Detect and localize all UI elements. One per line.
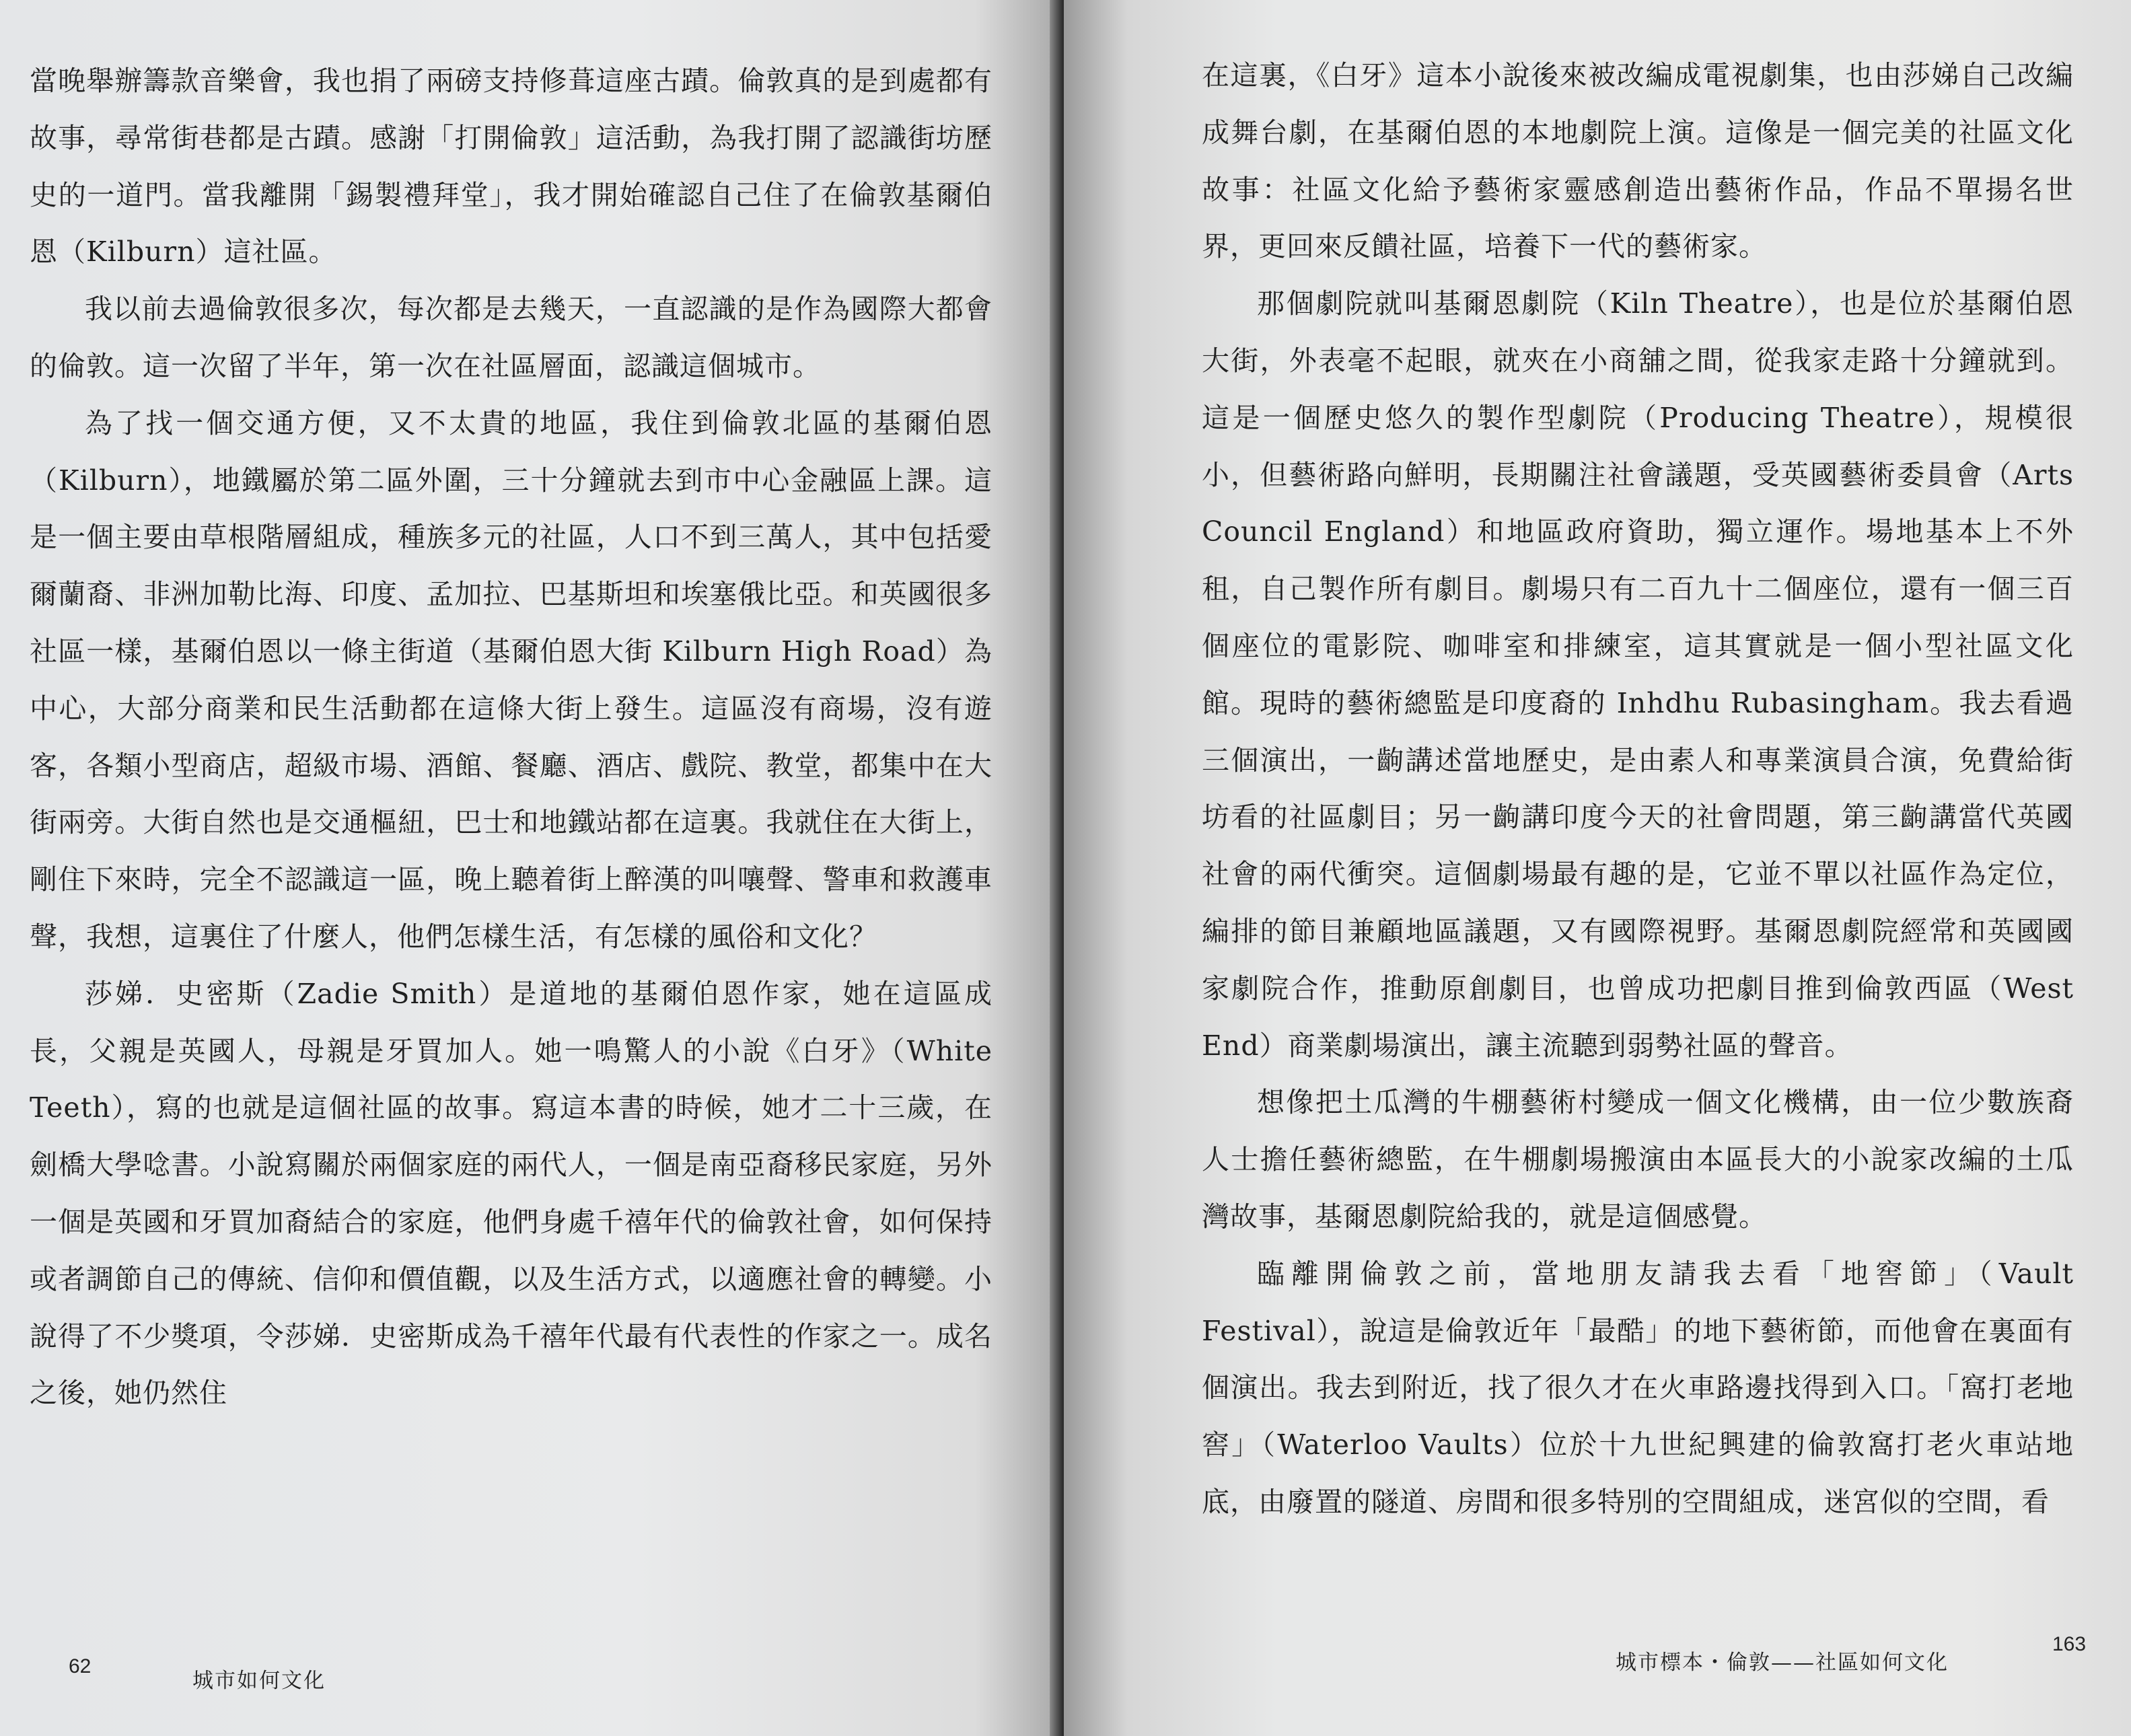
left-page bbox=[0, 0, 1060, 1736]
right-page bbox=[1064, 0, 2131, 1736]
paragraph: 為了找一個交通方便，又不太貴的地區，我住到倫敦北區的基爾伯恩（Kilburn），地鐵屬於第二區外圍，三十分鐘就去到市中心金融區上課。這是一個主要由草根階層組成，種族多元的社區，人口不到三萬人，其中包括愛爾蘭裔、非洲加勒比海、印度、孟加拉、巴基斯坦和埃塞俄比亞。和英國很多社區一樣，基爾伯恩以一條主街道（基爾伯恩大街 Kilburn High Road）為中心，大部分商業和民生活動都在這條大街上發生。這區沒有商場，沒有遊客，各類小型商店，超級市場、酒館、餐廳、酒店、戲院、教堂，都集中在大街兩旁。大街自然也是交通樞紐，巴士和地鐵站都在這裏。我就住在大街上，剛住下來時，完全不認識這一區，晚上聽着街上醉漢的叫嚷聲、警車和救護車聲，我想，這裏住了什麼人，他們怎樣生活，有怎樣的風俗和文化？ bbox=[30, 406, 992, 953]
page-number: 163 bbox=[2052, 1633, 2087, 1655]
paragraph: 當晚舉辦籌款音樂會，我也捐了兩磅支持修葺這座古蹟。倫敦真的是到處都有故事，尋常街巷都是古蹟。感謝「打開倫敦」這活動，為我打開了認識街坊歷史的一道門。當我離開「錫製禮拜堂」，我才開始確認自己住了在倫敦基爾伯恩（Kilburn）這社區。 bbox=[30, 65, 992, 268]
paragraph: 想像把土瓜灣的牛棚藝術村變成一個文化機構，由一位少數族裔人士擔任藝術總監，在牛棚劇場搬演由本區長大的小說家改編的土瓜灣故事，基爾恩劇院給我的，就是這個感覺。 bbox=[1202, 1086, 2074, 1233]
page-number: 62 bbox=[69, 1655, 92, 1677]
paragraph: 在這裏，《白牙》這本小說後來被改編成電視劇集，也由莎娣自己改編成舞台劇，在基爾伯恩的本地劇院上演。這像是一個完美的社區文化故事：社區文化給予藝術家靈感創造出藝術作品，作品不單揚名世界，更回來反饋社區，培養下一代的藝術家。 bbox=[1202, 59, 2074, 263]
paragraph: 臨離開倫敦之前，當地朋友請我去看「地窖節」（Vault Festival），說這是倫敦近年「最酷」的地下藝術節，而他會在裏面有個演出。我去到附近，找了很久才在火車路邊找得到入口。「窩打老地窖」（Waterloo Vaults）位於十九世紀興建的倫敦窩打老火車站地底，由廢置的隧道、房間和很多特別的空間組成，迷宮似的空間，看 bbox=[1202, 1257, 2074, 1518]
running-head: 城市標本・倫敦——社區如何文化 bbox=[1616, 1651, 1949, 1675]
paragraph: 那個劇院就叫基爾恩劇院（Kiln Theatre），也是位於基爾伯恩大街，外表毫不起眼，就夾在小商舖之間，從我家走路十分鐘就到。這是一個歷史悠久的製作型劇院（Producing Theatre），規模很小，但藝術路向鮮明，長期關注社會議題，受英國藝術委員會（Arts Council England）和地區政府資助，獨立運作。場地基本上不外租，自己製作所有劇目。劇場只有二百九十二個座位，還有一個三百個座位的電影院、咖啡室和排練室，這其實就是一個小型社區文化館。現時的藝術總監是印度裔的 Inhdhu Rubasingham。我去看過三個演出，一齣講述當地歷史，是由素人和專業演員合演，免費給街坊看的社區劇目；另一齣講印度今天的社會問題，第三齣講當代英國社會的兩代衝突。這個劇場最有趣的是，它並不單以社區作為定位，編排的節目兼顧地區議題，又有國際視野。基爾恩劇院經常和英國國家劇院合作，推動原創劇目，也曾成功把劇目推到倫敦西區（West End）商業劇場演出，讓主流聽到弱勢社區的聲音。 bbox=[1202, 287, 2074, 1062]
running-head: 城市如何文化 bbox=[192, 1669, 326, 1693]
paragraph: 莎娣．史密斯（Zadie Smith）是道地的基爾伯恩作家，她在這區成長，父親是英國人，母親是牙買加人。她一鳴驚人的小說《白牙》（White Teeth），寫的也就是這個社區的故事。寫這本書的時候，她才二十三歲，在劍橋大學唸書。小說寫關於兩個家庭的兩代人，一個是南亞裔移民家庭，另外一個是英國和牙買加裔結合的家庭，他們身處千禧年代的倫敦社會，如何保持或者調節自己的傳統、信仰和價值觀，以及生活方式，以適應社會的轉變。小說得了不少獎項，令莎娣．史密斯成為千禧年代最有代表性的作家之一。成名之後，她仍然住 bbox=[30, 977, 992, 1410]
paragraph: 我以前去過倫敦很多次，每次都是去幾天，一直認識的是作為國際大都會的倫敦。這一次留了半年，第一次在社區層面，認識這個城市。 bbox=[30, 293, 992, 382]
